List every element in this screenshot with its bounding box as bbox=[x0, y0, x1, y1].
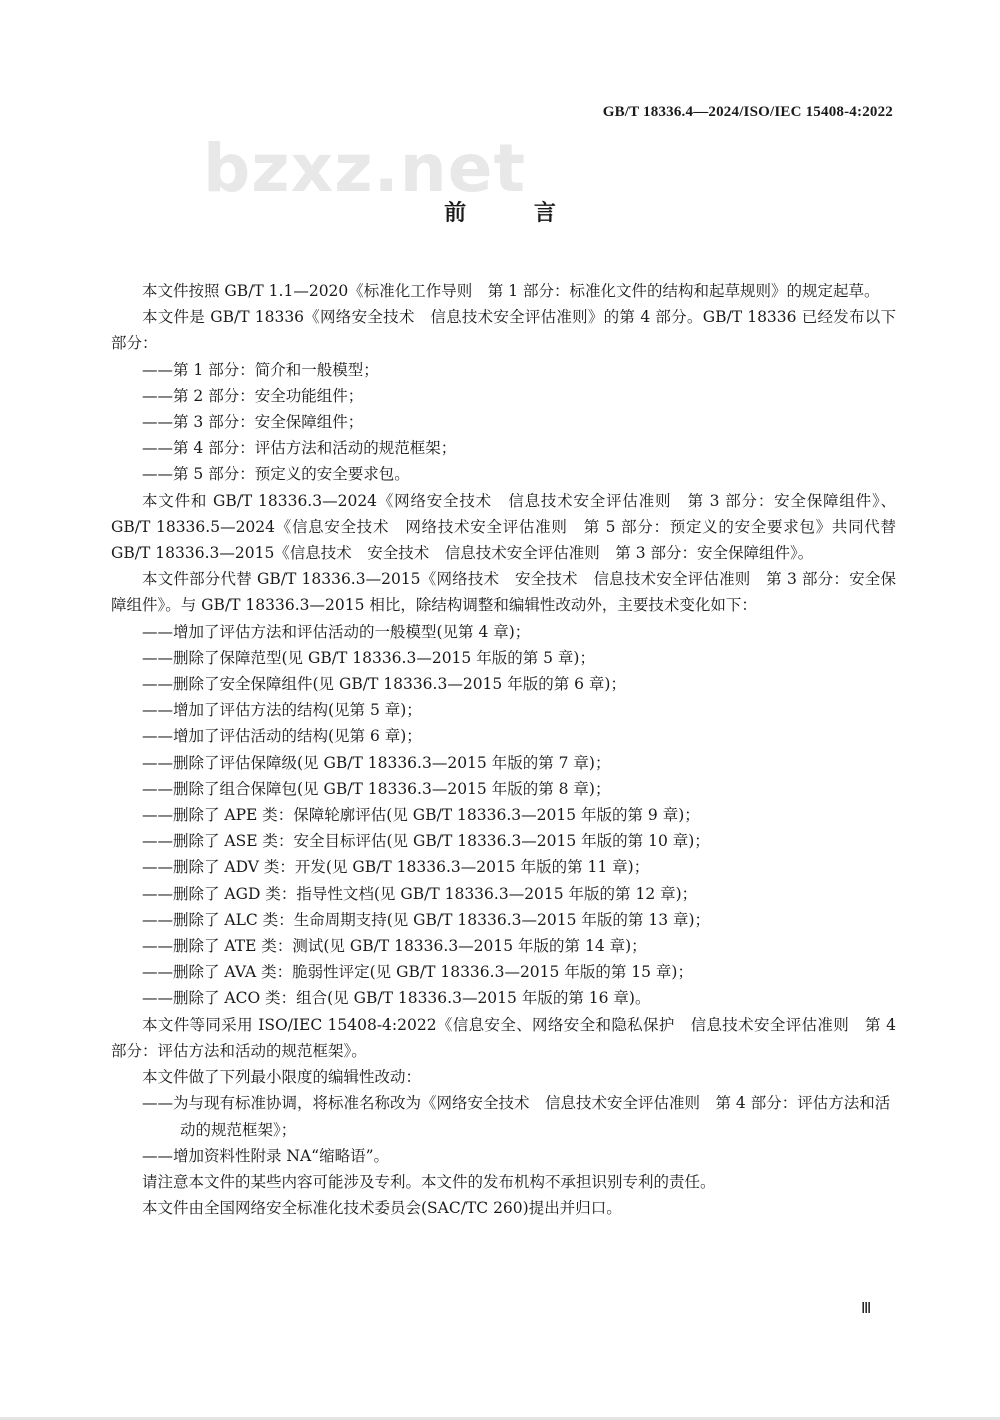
list-item: ——第 1 部分：简介和一般模型； bbox=[142, 360, 379, 379]
list-item: ——删除了安全保障组件(见 GB/T 18336.3—2015 年版的第 6 章)； bbox=[142, 675, 626, 694]
list-item: ——增加了评估方法和评估活动的一般模型(见第 4 章)； bbox=[142, 622, 531, 641]
page-number: Ⅲ bbox=[861, 1301, 872, 1317]
page-title: 前 言 bbox=[444, 201, 586, 226]
list-item: ——删除了 ADV 类：开发(见 GB/T 18336.3—2015 年版的第 11 章)； bbox=[142, 858, 650, 877]
paragraph: 本文件按照 GB/T 1.1—2020《标准化工作导则 第 1 部分：标准化文件的结构和起草规则》的规定起草。 bbox=[142, 282, 880, 300]
list-item: ——删除了组合保障包(见 GB/T 18336.3—2015 年版的第 8 章)； bbox=[142, 779, 611, 798]
list-item: ——删除了 AGD 类：指导性文档(见 GB/T 18336.3—2015 年版的第 12 章)； bbox=[142, 884, 698, 903]
list-item: ——删除了评估保障级(见 GB/T 18336.3—2015 年版的第 7 章)； bbox=[142, 753, 611, 772]
list-item: ——删除了 ACO 类：组合(见 GB/T 18336.3—2015 年版的第 16 章)。 bbox=[142, 989, 651, 1008]
list-item: ——第 3 部分：安全保障组件； bbox=[142, 413, 364, 432]
list-item: ——第 4 部分：评估方法和活动的规范框架； bbox=[142, 439, 457, 458]
list-item: ——增加资料性附录 NA“缩略语”。 bbox=[142, 1146, 390, 1165]
list-item: ——删除了 AVA 类：脆弱性评定(见 GB/T 18336.3—2015 年版的第 15 章)； bbox=[142, 963, 693, 982]
watermark: bzxz.net bbox=[203, 130, 527, 207]
paragraph: 本文件等同采用 ISO/IEC 15408-4:2022《信息安全、网络安全和隐私保护 信息技术安全评估准则 第 4 部分：评估方法和活动的规范框架》。 bbox=[111, 1015, 896, 1060]
list-item: ——增加了评估方法的结构(见第 5 章)； bbox=[142, 701, 422, 720]
paragraph: 本文件做了下列最小限度的编辑性改动： bbox=[142, 1068, 422, 1087]
list-item: ——第 5 部分：预定义的安全要求包。 bbox=[142, 465, 410, 484]
foreword-body bbox=[111, 278, 896, 1221]
list-item: ——第 2 部分：安全功能组件； bbox=[142, 386, 364, 405]
list-item: ——删除了 ALC 类：生命周期支持(见 GB/T 18336.3—2015 年版的第 13 章)； bbox=[142, 910, 711, 929]
paragraph: 本文件部分代替 GB/T 18336.3—2015《网络技术 安全技术 信息技术安全评估准则 第 3 部分：安全保障组件》。与 GB/T 18336.3—2015 相比，除结构调整和编辑性改动外，主要技术变化如下： bbox=[111, 570, 896, 615]
list-item: ——删除了 ATE 类：测试(见 GB/T 18336.3—2015 年版的第 14 章)； bbox=[142, 937, 647, 956]
paragraph: 本文件和 GB/T 18336.3—2024《网络安全技术 信息技术安全评估准则 第 3 部分：安全保障组件》、GB/T 18336.5—2024《信息安全技术 网络技术安全评估准则 第 5 部分：预定义的安全要求包》共同代替 GB/T 18336.3—2015《信息技术 安全技术 信息技术安全评估准则 第 3 部分：安全保障组件》。 bbox=[111, 491, 896, 563]
list-item: ——删除了 APE 类：保障轮廓评估(见 GB/T 18336.3—2015 年版的第 9 章)； bbox=[142, 806, 700, 825]
document-number-header: GB/T 18336.4—2024/ISO/IEC 15408-4:2022 bbox=[602, 104, 893, 120]
list-item: ——删除了 ASE 类：安全目标评估(见 GB/T 18336.3—2015 年版的第 10 章)； bbox=[142, 832, 710, 851]
list-item: ——增加了评估活动的结构(见第 6 章)； bbox=[142, 727, 422, 746]
paragraph: 本文件是 GB/T 18336《网络安全技术 信息技术安全评估准则》的第 4 部分。GB/T 18336 已经发布以下部分： bbox=[111, 308, 896, 353]
list-item: ——为与现有标准协调，将标准名称改为《网络安全技术 信息技术安全评估准则 第 4 部分：评估方法和活动的规范框架》； bbox=[142, 1094, 891, 1139]
paragraph: 本文件由全国网络安全标准化技术委员会(SAC/TC 260)提出并归口。 bbox=[142, 1199, 622, 1218]
list-item: ——删除了保障范型(见 GB/T 18336.3—2015 年版的第 5 章)； bbox=[142, 648, 595, 667]
paragraph: 请注意本文件的某些内容可能涉及专利。本文件的发布机构不承担识别专利的责任。 bbox=[142, 1172, 716, 1191]
